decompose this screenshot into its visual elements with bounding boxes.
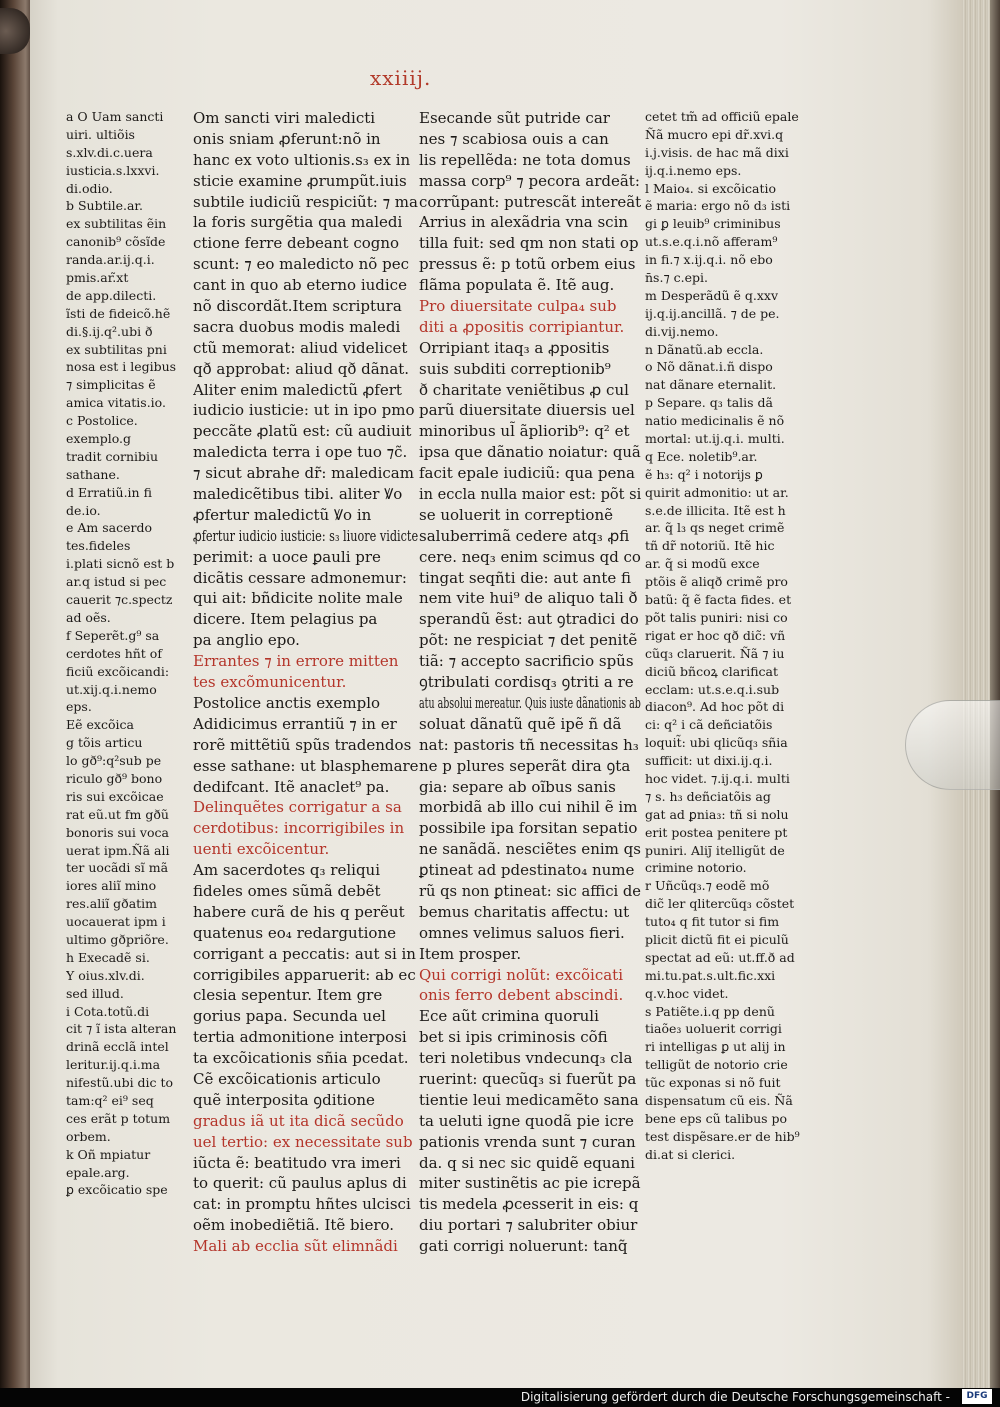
text-line: iũcta ẽ: beatitudo vra imeri — [193, 1153, 401, 1172]
text-line: Cẽ excõicationis articulo — [193, 1069, 381, 1088]
text-line: i.j.visis. de hac mã dixi — [645, 144, 789, 160]
text-line: corrigant a peccatis: aut si in — [193, 944, 416, 963]
text-line: to querit: cũ paulus aplus di — [193, 1174, 407, 1193]
text-line: morbidã ab illo cui nihil ẽ im — [419, 798, 638, 817]
text-line: eps. — [66, 699, 92, 715]
text-line: ctũ memorat: aliud videlicet — [193, 338, 408, 357]
text-line: sufficit: ut dixi.ij.q.i. — [645, 753, 773, 769]
text-line: ad oẽs. — [66, 609, 111, 625]
text-line: Mali ab ecclia sũt elimnãdi — [193, 1237, 398, 1256]
text-line: ri intelligas ꝑ ut alij in — [645, 1039, 786, 1055]
text-line: ꝓfertur iudicio iusticie: s₃ liuore vidicte — [193, 526, 418, 545]
text-line: res.aliĩ gðatim — [66, 896, 158, 912]
text-line: ut.s.e.q.i.nõ afferam⁹ — [645, 234, 778, 250]
text-line: g tõis articu — [66, 735, 143, 751]
text-line: iores aliĩ mino — [66, 878, 157, 894]
text-line: ter uocãdi sĩ mã — [66, 860, 169, 876]
funding-notice: Digitalisierung gefördert durch die Deutsche Forschungsgemeinschaft - — [520, 1390, 950, 1404]
clasp — [0, 8, 30, 54]
text-line: ecclam: ut.s.e.q.i.sub — [645, 681, 780, 697]
text-line: teri noletibus vndecunq₃ cla — [419, 1049, 633, 1068]
text-line: oẽm inobediẽtiã. Itẽ biero. — [193, 1216, 395, 1235]
text-line: Om sancti viri maledicti — [193, 109, 376, 127]
text-line: Orripiant itaq₃ a ꝓpositis — [419, 338, 610, 357]
text-line: diti a ꝓpositis corripiantur. — [419, 317, 625, 336]
text-line: ⁊ simplicitas ẽ — [66, 377, 156, 393]
text-line: m Desperãdũ ẽ q.xxv — [645, 287, 779, 303]
text-line: cũq₃ claruerit. Ñã ⁊ iu — [645, 645, 785, 661]
text-line: dicere. Item pelagius pa — [193, 610, 378, 629]
text-line: gradus iã ut ita dicã secũdo — [193, 1111, 404, 1130]
text-line: ipsa que dãnatio noiatur: quã — [419, 443, 641, 462]
text-line: tuto₄ q fit tutor si fim — [645, 914, 780, 930]
text-line: Pro diuersitate culpa₄ sub — [419, 297, 617, 316]
text-line: gorius papa. Secunda uel — [193, 1007, 386, 1026]
text-line: massa corp⁹ ⁊ pecora ardeãt: — [419, 171, 640, 190]
text-line: rigat er hoc qð dic̃: vñ — [645, 627, 786, 643]
text-line: nat: pastoris tñ necessitas h₃ — [419, 735, 639, 754]
text-line: perimit: a uoce ꝑauli pre — [193, 547, 381, 566]
text-line: ex subtilitas ẽin — [66, 216, 167, 232]
text-line: ĩsti de fideicõ.hẽ — [66, 305, 171, 321]
text-line: de app.dilecti. — [66, 287, 157, 303]
text-line: pa anglio epo. — [193, 631, 300, 650]
text-line: lis repellẽda: ne tota domus — [419, 150, 631, 169]
text-line: ar. q̃ l₃ qs neget crimẽ — [645, 520, 785, 536]
text-line: ta ueluti igne quodã pie icre — [419, 1111, 634, 1130]
text-line: Delinquẽtes corrigatur a sa — [193, 798, 402, 817]
text-line: onis ferro debent abscindi. — [419, 986, 624, 1005]
text-line: saluberrimã cedere atq₃ ꝓfi — [419, 526, 630, 545]
text-line: rũ qs non ꝑtineat: sic affici de — [419, 881, 641, 900]
text-line: habere curã de his q perẽut — [193, 902, 405, 921]
text-line: o Nõ dãnat.i.ñ dispo — [645, 359, 773, 375]
text-line: gat ad ꝑnia₃: tñ si nolu — [645, 806, 789, 822]
text-line: possibile ipa forsitan sepatio — [419, 819, 638, 838]
text-line: Adidicimus errantiũ ⁊ in er — [193, 714, 397, 733]
text-line: nosa est i legibus — [66, 359, 177, 375]
text-line: rorẽ mittẽtiũ spũs tradendos — [193, 735, 412, 754]
text-line: l Maio₄. si excõicatio — [645, 180, 777, 196]
text-line: scunt: ⁊ eo maledicto nõ pec — [193, 255, 409, 274]
text-line: bonoris sui voca — [66, 824, 169, 840]
text-line: leritur.ij.q.i.ma — [66, 1057, 161, 1073]
text-line: s.e.de illicita. Itẽ est h — [645, 502, 786, 518]
text-line: ptõis ẽ aliqð crimẽ pro — [645, 574, 788, 590]
text-line: pationis vrenda sunt ⁊ curan — [419, 1132, 636, 1151]
text-line: sacra duobus modis maledi — [193, 317, 401, 336]
text-line: orbem. — [66, 1128, 111, 1144]
text-line: põt talis puniri: nisi co — [645, 609, 788, 625]
text-line: mortal: ut.ij.q.i. multi. — [645, 431, 785, 447]
text-line: cant in quo ab eterno iudice — [193, 276, 407, 295]
text-line: canonib⁹ cõsĩde — [66, 234, 166, 250]
text-line: bet si ipis criminosis cõfi — [419, 1028, 608, 1047]
text-line: ⁊ sicut abrahe dr̃: maledicam — [193, 464, 414, 483]
text-line: minoribus ul̃ ãpliorib⁹: q² et — [419, 422, 630, 441]
text-line: di.at si clerici. — [645, 1146, 736, 1162]
text-line: Ñã mucro epi dr̃.xvi.q — [645, 126, 784, 142]
text-line: suis subditi correptionib⁹ — [419, 359, 611, 378]
text-line: se uoluerit in correptionẽ — [419, 505, 614, 524]
text-line: Aliter enim maledictũ ꝓfert — [193, 380, 402, 399]
text-line: epale.arg. — [66, 1164, 130, 1180]
text-line: c Postolice. — [66, 413, 138, 429]
text-line: randa.ar.ij.q.i. — [66, 252, 155, 268]
text-line: gati corrigi noluerunt: tanq̃ — [419, 1237, 628, 1256]
text-line: da. q si nec sic quidẽ equani — [419, 1153, 635, 1172]
text-line: ex subtilitas pni — [66, 341, 167, 357]
text-line: tis medela ꝓcesserit in eis: q — [419, 1195, 639, 1214]
text-line: cat: in promptu hñtes ulcisci — [193, 1195, 411, 1214]
text-line: puniri. Alij̄ itelligũt de — [645, 842, 785, 858]
text-line: tilla fuit: sed qm non stati op — [419, 234, 639, 253]
text-line: tradit cornibiu — [66, 448, 159, 464]
text-line: crimine notorio. — [645, 860, 747, 876]
text-line: telligũt de notorio crie — [645, 1057, 788, 1073]
text-line: e Am sacerdo — [66, 520, 152, 536]
text-line: loquit̃: ubi qlicũq₃ sñia — [645, 735, 788, 751]
text-line: n̄s.⁊ c.epi. — [645, 270, 708, 286]
text-line: bemus charitatis affectu: ut — [419, 902, 630, 921]
main-text-column-left — [193, 108, 418, 1257]
text-line: p Separe. q₃ talis dã — [645, 395, 774, 411]
text-line: esse sathane: ut blasphemare — [193, 756, 419, 775]
text-line: uiri. ultiõis — [66, 126, 135, 142]
text-line: Eẽ excõica — [66, 717, 134, 733]
previous-page-edge — [0, 0, 34, 1388]
text-line: corrigibiles apparuerit: ab ec — [193, 965, 416, 984]
text-line: põt: ne respiciat ⁊ det penitẽ — [419, 631, 638, 650]
text-line: ꝓfertur maledictũ Ꝟo in — [193, 505, 372, 524]
text-line: ꝯtribulati cordisq₃ ꝯtriti a re — [419, 673, 634, 692]
text-line: iudicio iusticie: ut in ipo pmo — [193, 401, 415, 420]
text-line: sathane. — [66, 466, 120, 482]
text-line: ij.q.ij.ancillã. ⁊ de pe. — [645, 305, 780, 321]
text-line: ta excõicationis sñia pcedat. — [193, 1049, 409, 1068]
text-line: hoc videt. ⁊.ij.q.i. multi — [645, 770, 790, 786]
text-line: d Erratiũ.in fi — [66, 484, 152, 500]
gloss-column-left — [66, 108, 190, 1199]
text-line: uerat ipm.Ñã ali — [66, 842, 170, 858]
text-line: b Subtile.ar. — [66, 198, 144, 214]
text-line: nifestũ.ubi dic to — [66, 1075, 174, 1091]
text-line: Qui corrigi nolũt: excõicati — [419, 965, 623, 984]
text-line: pmis.ar.̃xt — [66, 270, 129, 286]
text-line: Am sacerdotes q₃ reliqui — [193, 861, 381, 880]
text-line: drinã ecclã intel — [66, 1039, 169, 1055]
text-line: tũc exponas si nõ fuit — [645, 1075, 781, 1091]
text-line: dedifcant. Itẽ anaclet⁹ pa. — [193, 777, 390, 796]
text-line: tam:q² ei⁹ seq — [66, 1092, 154, 1108]
text-line: quirit admonitio: ut ar. — [645, 484, 789, 500]
text-line: amica vitatis.io. — [66, 395, 166, 411]
text-line: bene eps cũ talibus po — [645, 1110, 788, 1126]
text-line: i.plati sicnõ est b — [66, 556, 175, 572]
text-line: tientie leui medicamẽto sana — [419, 1090, 639, 1109]
text-line: qui ait: bñdicite nolite male — [193, 589, 403, 608]
text-line: nat dãnare eternalit. — [645, 377, 777, 393]
text-line: di.vij.nemo. — [645, 323, 719, 339]
text-line: qð approbat: aliud qð dãnat. — [193, 359, 410, 378]
text-line: h Execadẽ si. — [66, 949, 150, 965]
text-line: ð charitate veniẽtibus ꝓ cul — [419, 380, 629, 399]
text-line: mi.tu.pat.s.ult.fic.xxi — [645, 967, 776, 983]
text-line: a O Uam sancti — [66, 109, 164, 124]
text-line: ci: q² i cã deñciatõis — [645, 717, 773, 733]
text-line: lo gð⁹:q²sub pe — [66, 753, 162, 769]
text-line: ⁊ s. h₃ deñciatõis ag — [645, 788, 771, 804]
text-line: quẽ interposita ꝯditione — [193, 1090, 375, 1109]
text-line: di.odio. — [66, 180, 113, 196]
text-line: fideles omes sũmã debẽt — [193, 881, 381, 900]
text-line: rat eũ.ut fm gðũ — [66, 806, 169, 822]
text-line: uocauerat ipm i — [66, 914, 166, 930]
text-line: omnes velimus saluos fieri. — [419, 923, 625, 942]
text-line: ij.q.i.nemo eps. — [645, 162, 742, 178]
page-marker-clip — [905, 700, 1000, 790]
text-line: nes ⁊ scabiosa ouis a can — [419, 129, 609, 148]
text-line: maledicta terra i ope tuo ⁊c̃. — [193, 443, 408, 462]
text-line: ne p plures seperãt dira ꝯta — [419, 756, 631, 775]
text-line: q.v.hoc videt. — [645, 985, 729, 1001]
text-line: sed illud. — [66, 985, 124, 1001]
text-line: atu absolui mereatur. Quis iuste dãnationis ab — [419, 693, 641, 712]
text-line: n Dãnatũ.ab eccla. — [645, 341, 764, 357]
text-line: ficiũ excõicandi: — [66, 663, 170, 679]
text-line: iusticia.s.lxxvi. — [66, 162, 160, 178]
text-line: Y oius.xlv.di. — [66, 967, 145, 983]
text-line: cere. neq₃ enim scimus qd co — [419, 547, 641, 566]
text-line: natio medicinalis ẽ nõ — [645, 413, 785, 429]
text-line: f Seperẽt.g⁹ sa — [66, 627, 160, 643]
text-line: nem vite hui⁹ de aliquo tali ð — [419, 589, 638, 608]
text-line: uel tertio: ex necessitate sub — [193, 1132, 413, 1151]
text-line: in fi.⁊ x.ij.q.i. nõ ebo — [645, 252, 773, 268]
text-line: ꝑtineat ad pdestinato₄ nume — [419, 861, 635, 880]
text-line: quatenus eo₄ redargutione — [193, 923, 397, 942]
text-line: dispensatum cũ eis. Ñã — [645, 1092, 793, 1108]
text-line: tiaõe₃ uoluerit corrigi — [645, 1021, 782, 1037]
text-line: sticie examine ꝓrumpũt.iuis — [193, 171, 407, 190]
text-line: tñ dr̃ notoriũ. Itẽ hic — [645, 538, 775, 554]
text-line: ar.q istud si pec — [66, 574, 167, 590]
text-line: ut.xij.q.i.nemo — [66, 681, 157, 697]
text-line: erit postea penitere pt — [645, 824, 788, 840]
text-line: tertia admonitione interposi — [193, 1028, 407, 1047]
text-line: pressus ẽ: p totũ orbem eius — [419, 255, 636, 274]
text-line: riculo gð⁹ bono — [66, 770, 163, 786]
text-line: tingat seqñti die: aut ante fi — [419, 568, 632, 587]
text-line: Ece aũt crimina quoruli — [419, 1007, 599, 1026]
text-line: miter sustinẽtis ac pie icrepã — [419, 1174, 641, 1193]
text-line: di.§.ij.q².ubi ð — [66, 323, 153, 339]
text-line: dicãtis cessare admonemur: — [193, 568, 407, 587]
text-line: i Cota.totũ.di — [66, 1003, 150, 1019]
text-line: sperandũ ẽst: aut ꝯtradici do — [419, 610, 639, 629]
text-line: peccãte ꝓlatũ est: cũ audiuit — [193, 422, 412, 441]
text-line: la foris surgẽtia qua maledi — [193, 213, 403, 232]
text-line: hanc ex voto ultionis.s₃ ex in — [193, 150, 411, 169]
text-line: subtile iudiciũ respiciũt: ⁊ ma — [193, 192, 418, 211]
text-line: test dispẽsare.er de hib⁹ — [645, 1128, 800, 1144]
folio-number: xxiiij. — [370, 66, 432, 90]
text-line: diciũ bñcoꝝ clarificat — [645, 663, 779, 679]
text-line: uenti excõicentur. — [193, 840, 330, 859]
text-line: diacon⁹. Ad hoc põt di — [645, 699, 785, 715]
text-line: de.io. — [66, 502, 101, 518]
text-line: diu portari ⁊ salubriter obiur — [419, 1216, 638, 1235]
text-line: corrũpant: putrescãt intereãt — [419, 192, 642, 211]
text-line: batũ: q̃ ẽ facta fides. et — [645, 592, 792, 608]
main-text-column-right — [419, 108, 641, 1257]
text-line: k Oñ mpiatur — [66, 1146, 151, 1162]
text-line: Errantes ⁊ in errore mitten — [193, 652, 399, 671]
text-line: r Uñcũq₃.⁊ eodẽ mõ — [645, 878, 770, 894]
footer-bar — [0, 1388, 1000, 1407]
text-line: s.xlv.di.c.uera — [66, 144, 153, 160]
text-line: tes.fideles — [66, 538, 131, 554]
text-line: ris sui excõicae — [66, 788, 164, 804]
text-line: Postolice anctis exemplo — [193, 693, 381, 712]
text-line: ẽ h₃: q² i notorijs ꝑ — [645, 466, 763, 482]
text-line: cerdotes hñt of — [66, 645, 162, 661]
page-block-edge — [962, 0, 1000, 1388]
text-line: flãma populata ẽ. Itẽ aug. — [419, 276, 615, 295]
gloss-column-right — [645, 108, 813, 1164]
text-line: s Patiẽte.i.q pp denũ — [645, 1003, 775, 1019]
text-line: maledicẽtibus tibi. aliter Ꝟo — [193, 485, 403, 504]
text-line: ẽ maria: ergo nõ d₃ isti — [645, 198, 791, 214]
text-line: dic̃ ler qlitercũq₃ cõstet — [645, 896, 795, 912]
text-line: clesia sepentur. Item gre — [193, 986, 383, 1005]
text-line: ar. q̃ si modũ exce — [645, 556, 760, 572]
text-line: Esecande sũt putride car — [419, 109, 610, 127]
text-line: in eccla nulla maior est: põt si — [419, 485, 641, 504]
text-line: ne sanãdã. nesciẽtes enim qs — [419, 840, 641, 859]
text-line: ꝑ excõicatio spe — [66, 1182, 168, 1198]
text-line: tes excõmunicentur. — [193, 673, 347, 692]
text-line: cauerit ⁊c.spectz — [66, 592, 173, 608]
text-line: soluat dãnatũ quẽ ipẽ ñ dã — [419, 714, 622, 733]
text-line: ruerint: quecũq₃ si fuerũt pa — [419, 1069, 637, 1088]
text-line: tiã: ⁊ accepto sacrificio spũs — [419, 652, 634, 671]
text-line: Item prosper. — [419, 944, 522, 963]
dfg-logo: DFG — [962, 1389, 992, 1404]
text-line: parũ diuersitate diuersis uel — [419, 401, 635, 420]
text-line: cerdotibus: incorrigibiles in — [193, 819, 405, 838]
text-line: spectat ad eũ: ut.ff.ð ad — [645, 949, 795, 965]
text-line: gi ꝑ leuib⁹ criminibus — [645, 216, 781, 232]
text-line: facit epale iudiciũ: qua pena — [419, 464, 635, 483]
text-line: plicit dictũ fit ei piculũ — [645, 931, 789, 947]
text-line: nõ discordãt.Item scriptura — [193, 297, 402, 316]
text-line: cetet tm̃ ad officiũ epale — [645, 109, 799, 124]
text-line: exemplo.g — [66, 431, 131, 447]
text-line: Arrius in alexãdria vna scin — [419, 213, 629, 232]
text-line: ces erãt p totum — [66, 1110, 171, 1126]
text-line: q Ece. noletib⁹.ar. — [645, 448, 758, 464]
text-line: cit ⁊ ĩ ista alteran — [66, 1021, 177, 1037]
text-line: ultimo gðpriõre. — [66, 931, 169, 947]
text-line: ctione ferre debeant cogno — [193, 234, 400, 253]
text-line: gia: separe ab oĩbus sanis — [419, 777, 616, 796]
text-line: onis sniam ꝓferunt:nõ in — [193, 129, 381, 148]
